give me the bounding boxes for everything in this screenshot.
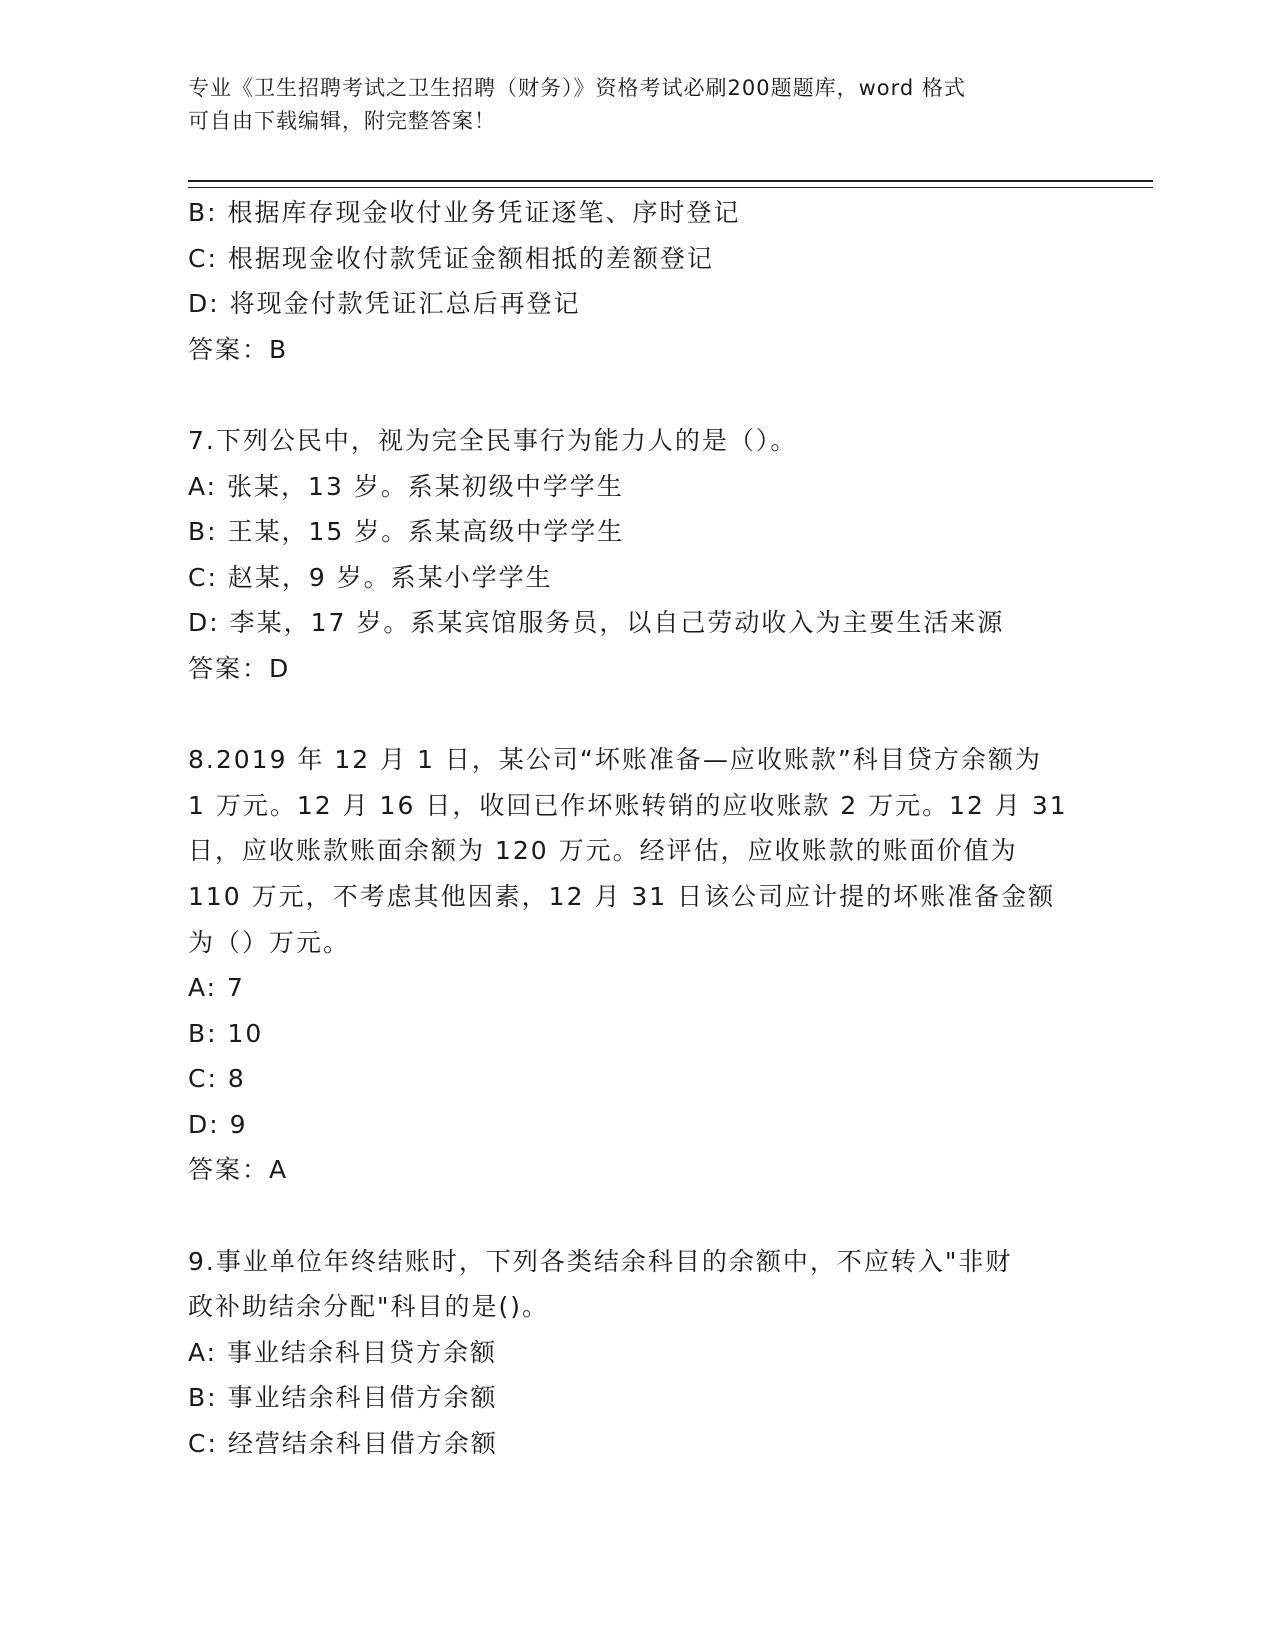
q7-option-a: A: 张某，13 岁。系某初级中学学生 <box>188 471 624 501</box>
q8-option-b: B: 10 <box>188 1018 264 1048</box>
spacer <box>188 372 1088 418</box>
document-body <box>188 190 1088 1467</box>
spacer <box>188 1193 1088 1239</box>
q6-option-b: B: 根据库存现金收付业务凭证逐笔、序时登记 <box>188 198 741 227</box>
q8-option-c: C: 8 <box>188 1064 246 1094</box>
q7-option-d: D: 李某，17 岁。系某宾馆服务员，以自己劳动收入为主要生活来源 <box>188 608 1005 638</box>
q8-stem-line: 1 万元。12 月 16 日，收回已作坏账转销的应收账款 2 万元。12 月 31 <box>188 790 1068 820</box>
q9-option-b: B: 事业结余科目借方余额 <box>188 1383 498 1413</box>
q9-option-a: A: 事业结余科目贷方余额 <box>188 1337 498 1367</box>
q7-option-c: C: 赵某，9 岁。系某小学学生 <box>188 562 553 592</box>
q9-stem-line: 9.事业单位年终结账时，下列各类结余科目的余额中，不应转入"非财 <box>188 1246 1013 1276</box>
q6-option-c: C: 根据现金收付款凭证金额相抵的差额登记 <box>188 243 714 273</box>
q8-stem-line: 为（）万元。 <box>188 927 351 957</box>
q8-answer: 答案：A <box>188 1155 289 1185</box>
spacer <box>188 692 1088 738</box>
q9-stem-line: 政补助结余分配"科目的是()。 <box>188 1292 550 1322</box>
q6-option-d: D: 将现金付款凭证汇总后再登记 <box>188 289 581 319</box>
q8-stem-line: 日，应收账款账面余额为 120 万元。经评估，应收账款的账面价值为 <box>188 836 1018 866</box>
q7-answer: 答案：D <box>188 653 291 683</box>
header-divider <box>188 180 1153 188</box>
q7-option-b: B: 王某，15 岁。系某高级中学学生 <box>188 517 625 547</box>
header-title-line-1: 专业《卫生招聘考试之卫生招聘（财务）》资格考试必刷200题题库，word 格式 <box>188 76 966 100</box>
q7-stem: 7.下列公民中，视为完全民事行为能力人的是（）。 <box>188 425 798 455</box>
q9-option-c: C: 经营结余科目借方余额 <box>188 1429 498 1459</box>
q6-answer: 答案：B <box>188 334 289 364</box>
q8-option-a: A: 7 <box>188 973 245 1003</box>
q8-option-d: D: 9 <box>188 1109 248 1139</box>
header-title-line-2: 可自由下载编辑，附完整答案！ <box>188 109 496 133</box>
q8-stem-line: 110 万元，不考虑其他因素，12 月 31 日该公司应计提的坏账准备金额 <box>188 881 1056 911</box>
q8-stem-line: 8.2019 年 12 月 1 日，某公司“坏账准备—应收账款”科目贷方余额为 <box>188 745 1042 775</box>
document-header <box>188 72 1088 138</box>
